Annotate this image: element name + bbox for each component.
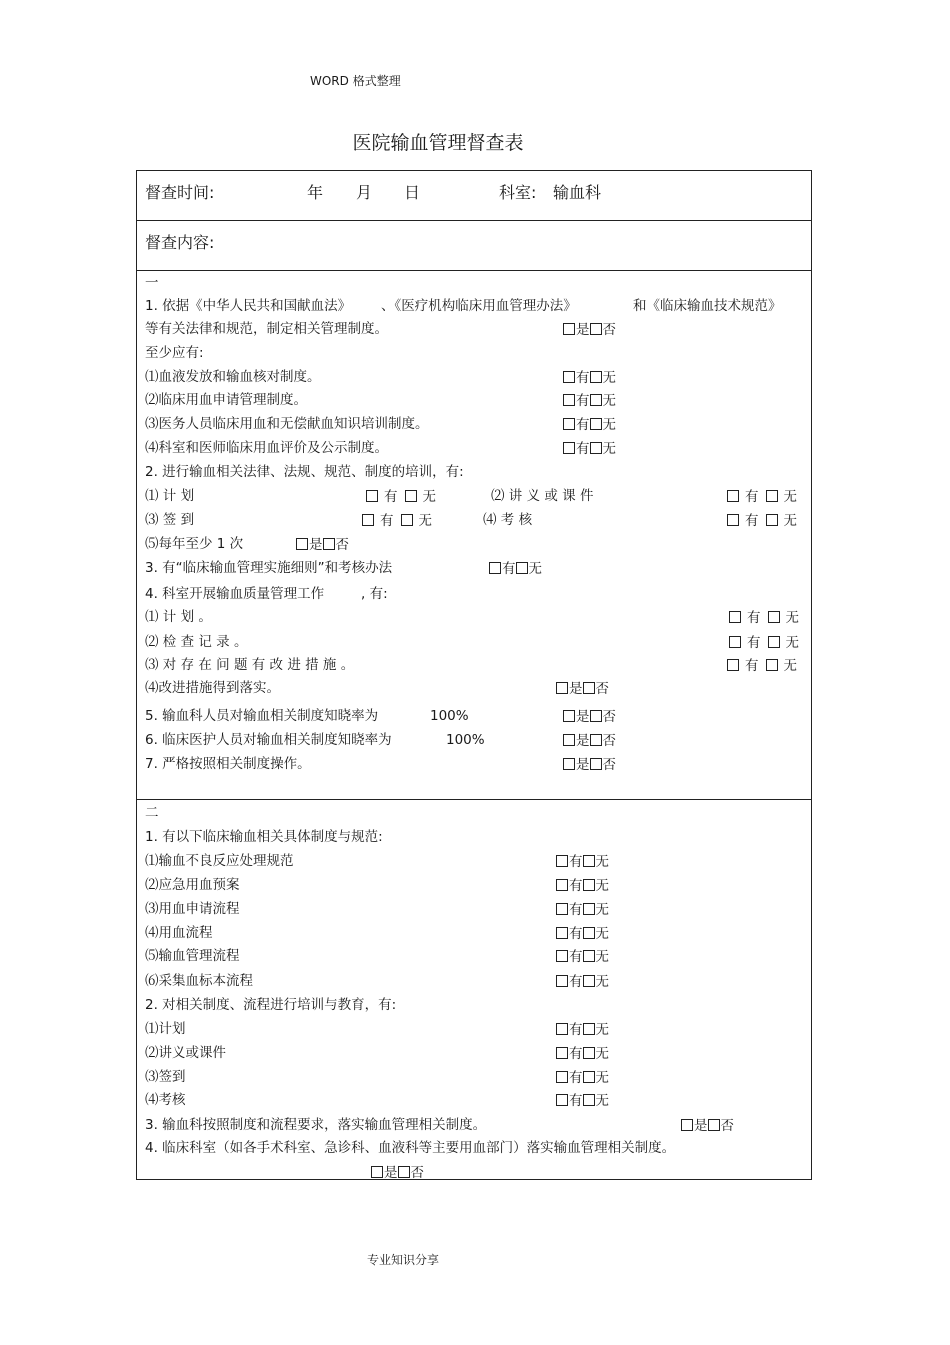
list-item: ⑵应急用血预案: [145, 877, 240, 893]
checkbox-icon[interactable]: [556, 975, 568, 987]
list-item: 3. 输血科按照制度和流程要求，落实输血管理相关制度。: [145, 1117, 487, 1133]
inspection-time-label: 督查时间:: [145, 183, 215, 202]
percentage-value: 100%: [446, 732, 485, 748]
checkbox-icon[interactable]: [401, 514, 413, 526]
item-1-text: 1. 依据《中华人民共和国献血法》: [145, 298, 352, 314]
yes-no-checkbox[interactable]: 是 否: [563, 323, 616, 338]
checkbox-icon[interactable]: [727, 514, 739, 526]
item-1-text-b: 、《医疗机构临床用血管理办法》: [381, 298, 577, 314]
checkbox-icon[interactable]: [583, 879, 595, 891]
yes-no-checkbox[interactable]: 是 否: [563, 734, 616, 749]
list-item: ⑷考核: [145, 1092, 186, 1108]
have-none-checkbox[interactable]: 有 无: [556, 903, 609, 918]
list-item: 3. 有“临床输血管理实施细则”和考核办法: [145, 560, 393, 576]
list-item: ⑷ 考 核: [483, 512, 533, 528]
checkbox-icon[interactable]: [405, 490, 417, 502]
list-item: 4. 临床科室（如各手术科室、急诊科、血液科等主要用血部门）落实输血管理相关制度。: [145, 1140, 676, 1156]
checkbox-icon[interactable]: [766, 514, 778, 526]
checkbox-icon[interactable]: [583, 855, 595, 867]
checkbox-icon[interactable]: [590, 323, 602, 335]
inspection-content-label: 督查内容:: [145, 233, 215, 252]
checkbox-icon[interactable]: [766, 659, 778, 671]
checkbox-icon[interactable]: [727, 490, 739, 502]
checkbox-icon[interactable]: [583, 903, 595, 915]
list-item: , 有:: [361, 586, 388, 602]
checkbox-icon[interactable]: [583, 1023, 595, 1035]
have-none-checkbox[interactable]: 有 无: [366, 490, 436, 505]
checkbox-icon[interactable]: [556, 1071, 568, 1083]
have-none-checkbox[interactable]: 有 无: [563, 442, 616, 457]
page-header: WORD 格式整理: [310, 74, 401, 88]
checkbox-icon[interactable]: [362, 514, 374, 526]
checkbox-icon[interactable]: [563, 371, 575, 383]
list-item: ⑴输血不良反应处理规范: [145, 853, 294, 869]
list-item: 7. 严格按照相关制度操作。: [145, 756, 311, 772]
list-item: ⑴血液发放和输血核对制度。: [145, 369, 321, 385]
checkbox-icon[interactable]: [729, 611, 741, 623]
department-label: 科室:: [499, 183, 537, 202]
checkbox-icon[interactable]: [583, 1094, 595, 1106]
checkbox-icon[interactable]: [681, 1119, 693, 1131]
checkbox-icon[interactable]: [556, 1094, 568, 1106]
page-footer: 专业知识分享: [367, 1253, 440, 1267]
checkbox-icon[interactable]: [398, 1166, 410, 1178]
list-item: ⑴ 计 划 。: [145, 609, 212, 625]
checkbox-icon[interactable]: [556, 927, 568, 939]
department-value: 输血科: [553, 183, 602, 202]
percentage-value: 100%: [430, 708, 469, 724]
list-item: 4. 科室开展输血质量管理工作: [145, 586, 325, 602]
list-item: ⑷科室和医师临床用血评价及公示制度。: [145, 440, 388, 456]
checkbox-icon[interactable]: [563, 710, 575, 722]
list-item: 至少应有:: [145, 345, 204, 361]
yes-no-checkbox[interactable]: 是 否: [681, 1119, 734, 1134]
list-item: ⑵讲义或课件: [145, 1045, 226, 1061]
list-item: 1. 有以下临床输血相关具体制度与规范:: [145, 829, 383, 845]
list-item: ⑵ 检 查 记 录 。: [145, 634, 248, 650]
list-item: 2. 对相关制度、流程进行培训与教育，有:: [145, 997, 397, 1013]
checkbox-icon[interactable]: [768, 611, 780, 623]
have-none-checkbox[interactable]: 有 无: [556, 1094, 609, 1109]
have-none-checkbox[interactable]: 有 无: [727, 490, 797, 505]
checkbox-icon[interactable]: [583, 927, 595, 939]
checkbox-icon[interactable]: [583, 682, 595, 694]
checkbox-icon[interactable]: [583, 1071, 595, 1083]
section-heading: 二: [145, 805, 159, 821]
have-none-checkbox[interactable]: 有 无: [362, 514, 432, 529]
year-label: 年: [307, 183, 324, 202]
list-item: 5. 输血科人员对输血相关制度知晓率为: [145, 708, 379, 724]
have-none-checkbox[interactable]: 有 无: [563, 394, 616, 409]
list-item: ⑶签到: [145, 1069, 186, 1085]
checkbox-icon[interactable]: [766, 490, 778, 502]
have-none-checkbox[interactable]: 有 无: [556, 1071, 609, 1086]
checkbox-icon[interactable]: [590, 394, 602, 406]
checkbox-icon[interactable]: [590, 371, 602, 383]
have-none-checkbox[interactable]: 有 无: [556, 855, 609, 870]
list-item: ⑸每年至少 1 次: [145, 536, 244, 552]
checkbox-icon[interactable]: [563, 394, 575, 406]
have-none-checkbox[interactable]: 有 无: [556, 879, 609, 894]
list-item: ⑶ 签 到: [145, 512, 195, 528]
checkbox-icon[interactable]: [590, 758, 602, 770]
checkbox-icon[interactable]: [583, 1047, 595, 1059]
list-item: ⑷改进措施得到落实。: [145, 680, 280, 696]
checkbox-icon[interactable]: [556, 950, 568, 962]
item-1-text-c: 和《临床输血技术规范》: [633, 298, 782, 314]
list-item: ⑶医务人员临床用血和无偿献血知识培训制度。: [145, 416, 429, 432]
checkbox-icon[interactable]: [583, 950, 595, 962]
yes-no-checkbox[interactable]: 是 否: [371, 1166, 424, 1181]
yes-no-checkbox[interactable]: 是 否: [563, 710, 616, 725]
have-none-checkbox[interactable]: 有 无: [556, 950, 609, 965]
list-item: ⑶ 对 存 在 问 题 有 改 进 措 施 。: [145, 657, 355, 673]
have-none-checkbox[interactable]: 有 无: [489, 562, 542, 577]
have-none-checkbox[interactable]: 有 无: [727, 514, 797, 529]
checkbox-icon[interactable]: [590, 734, 602, 746]
checkbox-icon[interactable]: [296, 538, 308, 550]
have-none-checkbox[interactable]: 有 无: [556, 975, 609, 990]
checkbox-icon[interactable]: [556, 1047, 568, 1059]
page-title: 医院输血管理督查表: [352, 132, 524, 154]
section-heading: 一: [145, 275, 159, 291]
checkbox-icon[interactable]: [489, 562, 501, 574]
have-none-checkbox[interactable]: 有 无: [556, 1023, 609, 1038]
section-divider: [137, 799, 811, 800]
checkbox-icon[interactable]: [727, 659, 739, 671]
row-divider: [137, 270, 811, 271]
checkbox-icon[interactable]: [729, 636, 741, 648]
checkbox-icon[interactable]: [563, 418, 575, 430]
list-item: ⑴ 计 划: [145, 488, 195, 504]
checkbox-icon[interactable]: [556, 903, 568, 915]
checkbox-icon[interactable]: [590, 710, 602, 722]
checkbox-icon[interactable]: [556, 1023, 568, 1035]
list-item: ⑶用血申请流程: [145, 901, 240, 917]
list-item: 2. 进行输血相关法律、法规、规范、制度的培训，有:: [145, 464, 464, 480]
checkbox-icon[interactable]: [768, 636, 780, 648]
month-label: 月: [356, 183, 373, 202]
checkbox-icon[interactable]: [563, 323, 575, 335]
checkbox-icon[interactable]: [556, 682, 568, 694]
have-none-checkbox[interactable]: 有 无: [563, 418, 616, 433]
list-item: 6. 临床医护人员对输血相关制度知晓率为: [145, 732, 392, 748]
list-item: ⑸输血管理流程: [145, 948, 240, 964]
checkbox-icon[interactable]: [556, 879, 568, 891]
checkbox-icon[interactable]: [323, 538, 335, 550]
have-none-checkbox[interactable]: 有 无: [556, 1047, 609, 1062]
item-1-text-d: 等有关法律和规范，制定相关管理制度。: [145, 321, 388, 337]
yes-no-checkbox[interactable]: 是 否: [563, 758, 616, 773]
have-none-checkbox[interactable]: 有 无: [563, 371, 616, 386]
checkbox-icon[interactable]: [563, 758, 575, 770]
list-item: ⑵临床用血申请管理制度。: [145, 392, 307, 408]
list-item: ⑹采集血标本流程: [145, 973, 253, 989]
checkbox-icon[interactable]: [590, 442, 602, 454]
checkbox-icon[interactable]: [371, 1166, 383, 1178]
list-item: ⑵ 讲 义 或 课 件: [491, 488, 594, 504]
have-none-checkbox[interactable]: 有 无: [729, 611, 799, 626]
list-item: ⑴计划: [145, 1021, 186, 1037]
have-none-checkbox[interactable]: 有 无: [729, 636, 799, 651]
list-item: ⑷用血流程: [145, 925, 213, 941]
have-none-checkbox[interactable]: 有 无: [556, 927, 609, 942]
yes-no-checkbox[interactable]: 是 否: [296, 538, 349, 553]
checkbox-icon[interactable]: [516, 562, 528, 574]
checkbox-icon[interactable]: [708, 1119, 720, 1131]
have-none-checkbox[interactable]: 有 无: [727, 659, 797, 674]
inspection-table: [136, 170, 812, 1180]
day-label: 日: [404, 183, 421, 202]
checkbox-icon[interactable]: [563, 442, 575, 454]
checkbox-icon[interactable]: [556, 855, 568, 867]
yes-no-checkbox[interactable]: 是 否: [556, 682, 609, 697]
checkbox-icon[interactable]: [590, 418, 602, 430]
checkbox-icon[interactable]: [366, 490, 378, 502]
checkbox-icon[interactable]: [563, 734, 575, 746]
row-divider: [137, 220, 811, 221]
checkbox-icon[interactable]: [583, 975, 595, 987]
